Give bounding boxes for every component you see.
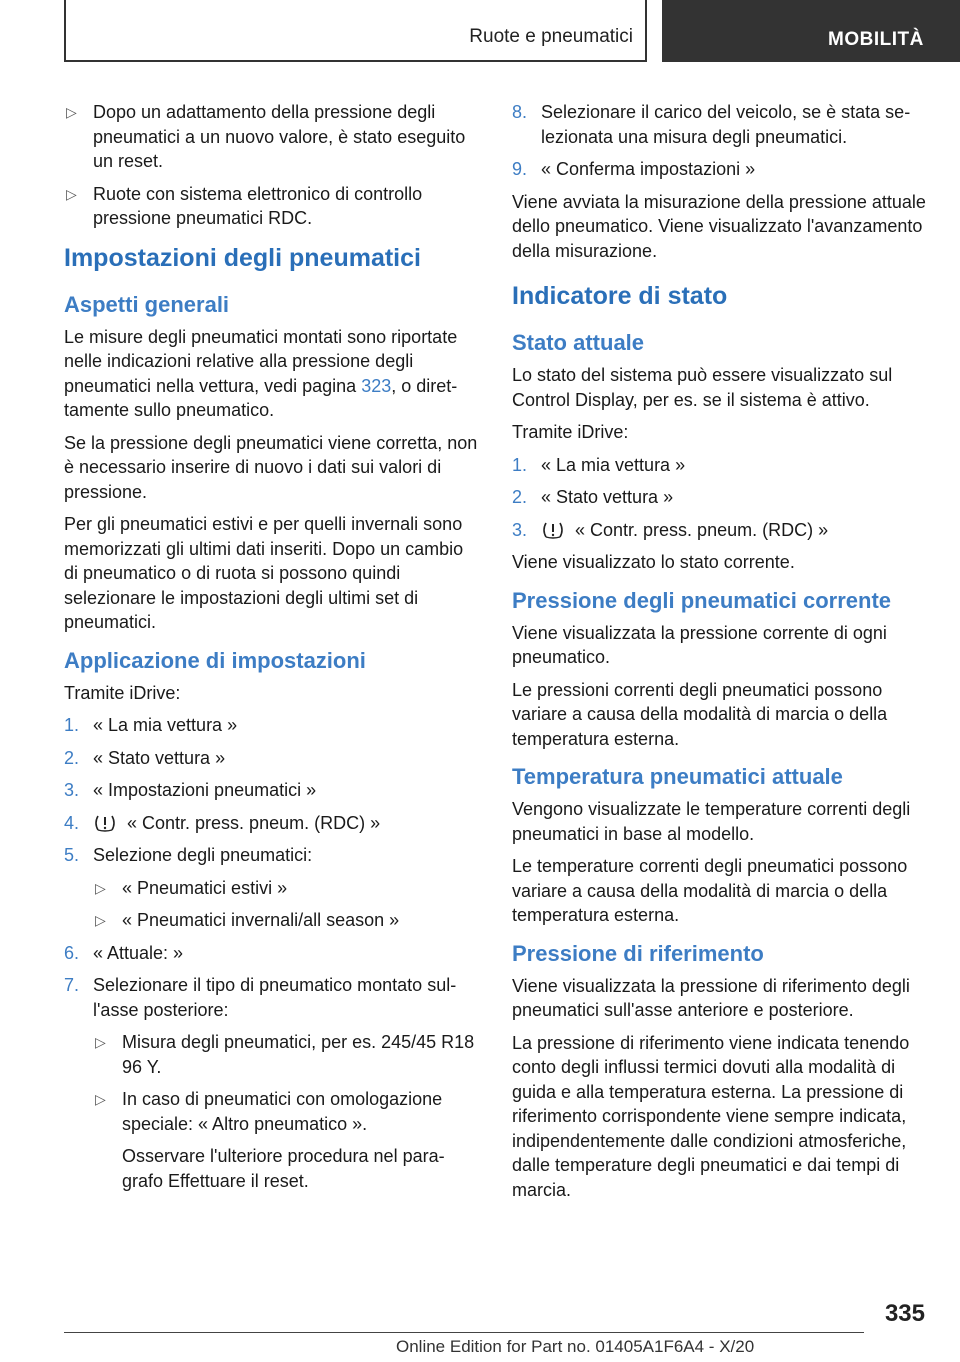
list-item [64, 100, 478, 174]
step-item [64, 746, 478, 771]
list-item-text: Misura degli pneumatici, per es. 245/45 R18 96 Y. [122, 1032, 475, 1077]
paragraph: Tramite iDrive: [64, 682, 181, 703]
paragraph: Le pressioni correnti degli pneumatici possono variare a causa della modalità di marcia o della temperatura esterna. [512, 679, 888, 749]
paragraph: La pressione di riferimento viene indicata tenendo conto degli influssi termici dovuti alla modalità di guida e alla temperatura esterna. La pressione di riferimento corrispondente viene sempre indicata, indipendentemente dalle condizioni atmosferiche, dalle temperature degli pneumatici e dai tempi di marcia. [512, 1032, 910, 1200]
step-number: 3. [512, 519, 528, 540]
step-text: « Contr. press. pneum. (RDC) » [575, 519, 829, 540]
subsection-heading: Stato attuale [512, 330, 645, 355]
step-number: 1. [512, 454, 528, 475]
list-item-text: Ruote con sistema elettronico di controllo pressione pneumatici RDC. [93, 183, 423, 228]
paragraph: Le misure degli pneumatici montati sono riportate nelle indicazioni relative alla pressione degli pneumatici nella vettura, vedi pagina 323, o direttamente sullo pneumatico. [64, 326, 458, 420]
step-number: 6. [64, 942, 80, 963]
paragraph: Viene visualizzato lo stato corrente. [512, 552, 795, 572]
step-text: Selezione degli pneumatici: [93, 845, 313, 865]
step-text: « Stato vettura » [541, 487, 674, 507]
step-text: Selezionare il tipo di pneumatico montato sull'asse posteriore: [93, 975, 457, 1020]
paragraph: Vengono visualizzate le temperature correnti degli pneumatici in base al modello. [512, 799, 911, 844]
triangle-bullet-icon: ▷ [95, 1091, 106, 1107]
step-item [64, 941, 478, 966]
section-heading: Indicatore di stato [512, 282, 728, 310]
step-text: Selezionare il carico del veicolo, se è stata selezionata una misura degli pneumatici. [541, 102, 911, 147]
subsection-heading: Pressione di riferimento [512, 940, 764, 966]
triangle-bullet-icon: ▷ [66, 185, 77, 202]
chapter-tab: MOBILITÀ [662, 0, 960, 62]
paragraph: Viene visualizzata la pressione di riferimento degli pneumatici sull'asse anteriore e posteriore. [512, 975, 910, 1020]
step-item [512, 157, 926, 182]
page-number: 335 [884, 1300, 925, 1327]
subsection-heading: Aspetti generali [64, 291, 230, 317]
subsection-heading: Temperatura pneumatici attuale [512, 764, 843, 789]
step-item [64, 843, 478, 868]
step-text: « Conferma impostazioni » [541, 159, 756, 179]
paragraph: Per gli pneumatici estivi e per quelli invernali sono memorizzati gli ultimi dati inseriti. Dopo un cambio di pneumatico o di ruota si possono quindi selezionare le impostazioni degli ultimi set di pneumatici. [64, 514, 464, 632]
list-item [93, 876, 478, 901]
step-number: 2. [64, 747, 80, 768]
step-text: « Attuale: » [93, 942, 184, 963]
triangle-bullet-icon: ▷ [66, 104, 77, 120]
step-item [64, 811, 478, 836]
list-item-text: In caso di pneumatici con omologazione speciale: « Altro pneumatico ». [122, 1089, 443, 1134]
step-item [64, 713, 478, 738]
list-item [93, 1087, 478, 1136]
list-item-text: « Pneumatici invernali/all season » [122, 910, 400, 930]
triangle-bullet-icon: ▷ [95, 912, 106, 928]
section-heading: Impostazioni degli pneumatici [64, 243, 421, 272]
step-number: 5. [64, 845, 80, 865]
step-text: « Contr. press. pneum. (RDC) » [127, 812, 381, 833]
step-text: « Stato vettura » [93, 747, 226, 768]
paragraph: Lo stato del sistema può essere visualizzato sul Control Display, per es. se il sistema è attivo. [512, 365, 893, 410]
list-item [64, 182, 478, 231]
tire-pressure-warning-icon [541, 521, 565, 539]
step-item [512, 100, 926, 149]
list-item-text: Dopo un adattamento della pressione degli pneumatici a un nuovo valore, è stato eseguito un reset. [93, 102, 466, 171]
paragraph: Le temperature correnti degli pneumatici possono variare a causa della modalità di marcia o della temperatura esterna. [512, 856, 908, 925]
triangle-bullet-icon: ▷ [95, 879, 106, 896]
step-text: « La mia vettura » [93, 715, 238, 735]
paragraph: Tramite iDrive: [512, 422, 629, 442]
paragraph: Se la pressione degli pneumatici viene corretta, non è necessario inserire di nuovo i dati sui valori di pressione. [64, 432, 478, 502]
subsection-heading: Pressione degli pneumatici corrente [512, 587, 892, 613]
step-text: « Impostazioni pneumatici » [93, 780, 317, 800]
step-number: 7. [64, 975, 80, 995]
step-item [64, 778, 478, 803]
footer-divider [64, 1332, 864, 1333]
step-item [64, 973, 478, 1022]
step-number: 2. [512, 487, 528, 507]
step-number: 9. [512, 159, 528, 179]
step-number: 8. [512, 102, 528, 122]
section-title: Ruote e pneumatici [469, 26, 633, 47]
edition-footer: Online Edition for Part no. 01405A1F6A4 - X/20 [396, 1337, 755, 1356]
paragraph: Osservare l'ulteriore procedura nel paragrafo Effettuare il reset. [122, 1146, 445, 1191]
step-item [512, 453, 926, 478]
list-item-text: « Pneumatici estivi » [122, 877, 288, 898]
list-item [93, 1030, 478, 1079]
step-item [512, 518, 926, 543]
subsection-heading: Applicazione di impostazioni [64, 647, 366, 673]
left-column [64, 100, 478, 1201]
tire-pressure-warning-icon [93, 814, 117, 832]
step-number: 3. [64, 780, 80, 800]
page-header [0, 0, 960, 66]
step-number: 4. [64, 812, 80, 833]
paragraph: Viene avviata la misurazione della pressione attuale dello pneumatico. Viene visualizzato l'avanzamento della misurazione. [512, 191, 926, 261]
triangle-bullet-icon: ▷ [95, 1034, 106, 1050]
paragraph: Viene visualizzata la pressione corrente di ogni pneumatico. [512, 622, 887, 667]
right-column [512, 100, 926, 1210]
page-reference-link[interactable]: 323 [361, 375, 392, 396]
list-item [93, 908, 478, 933]
step-item [512, 485, 926, 510]
step-text: « La mia vettura » [541, 454, 686, 475]
step-number: 1. [64, 715, 80, 735]
section-header-box [64, 0, 647, 62]
